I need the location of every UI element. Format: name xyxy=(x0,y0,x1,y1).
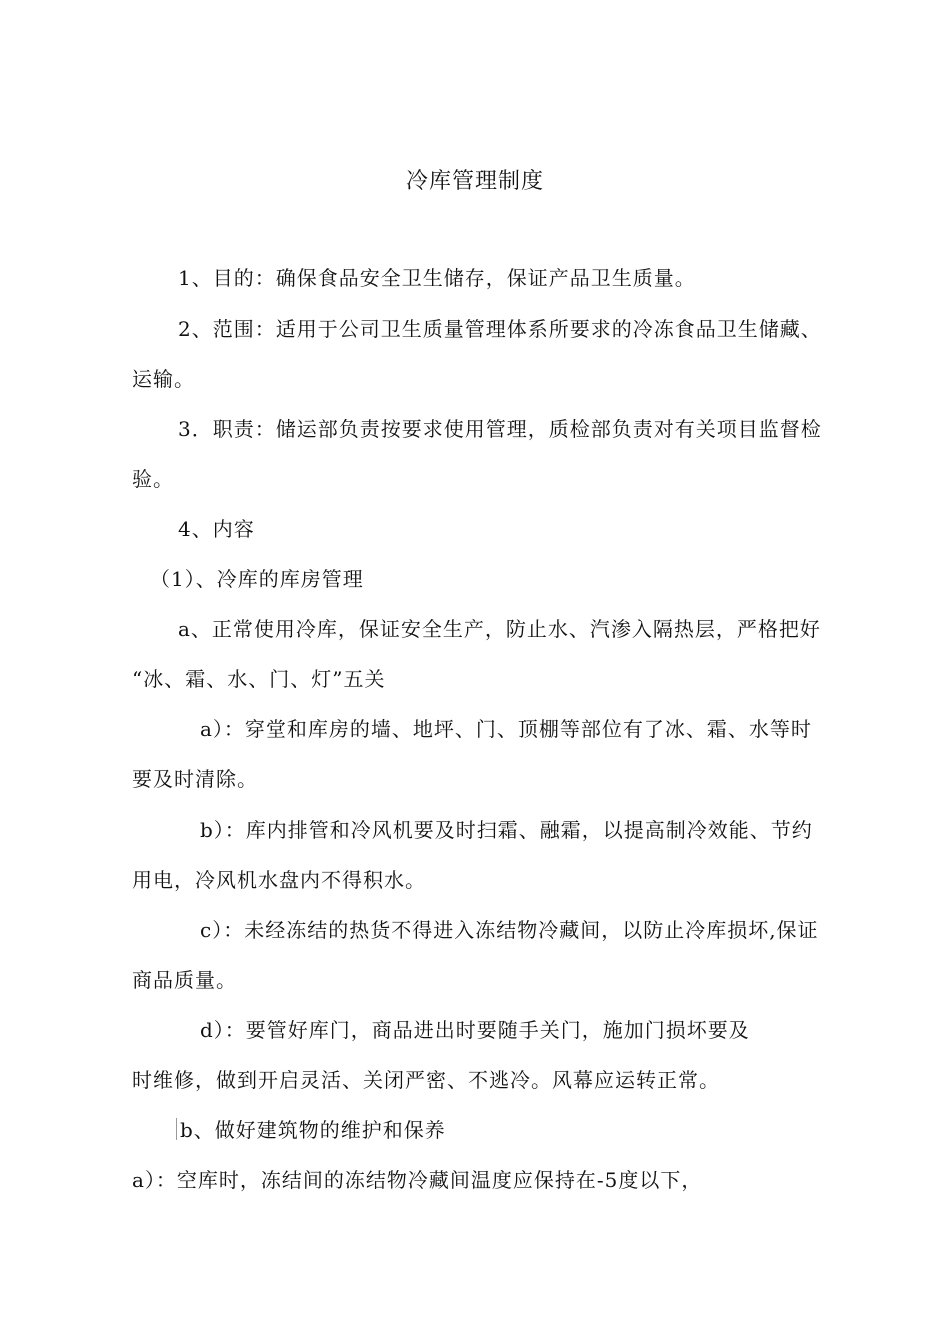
subitem-b-line-1: b）：库内排管和冷风机要及时扫霜、融霜，以提高制冷效能、节约 xyxy=(200,818,813,842)
subitem-d-line-1: d）：要管好库门，商品进出时要随手关门，施加门损坏要及 xyxy=(200,1018,750,1042)
paragraph-purpose: 1、目的：确保食品安全卫生储存，保证产品卫生质量。 xyxy=(178,266,696,290)
paragraph-duties-line-2: 验。 xyxy=(132,467,174,491)
subitem-a-line-1: a）：穿堂和库房的墙、地坪、门、顶棚等部位有了冰、霜、水等时 xyxy=(200,717,812,741)
subitem-b-line-2: 用电，冷风机水盘内不得积水。 xyxy=(132,868,426,892)
subitem-a-line-2: 要及时清除。 xyxy=(132,767,258,791)
paragraph-scope-line-1: 2、范围：适用于公司卫生质量管理体系所要求的冷冻食品卫生储藏、 xyxy=(178,317,822,341)
subitem-c-line-2: 商品质量。 xyxy=(132,968,237,992)
item-b-subitem-a: a）：空库时，冻结间的冻结物冷藏间温度应保持在-5度以下， xyxy=(132,1168,703,1192)
subitem-c-line-1: c）：未经冻结的热货不得进入冻结物冷藏间，以防止冷库损坏,保证 xyxy=(200,918,819,942)
document-title: 冷库管理制度 xyxy=(405,169,544,194)
text-cursor-mark xyxy=(176,1118,177,1140)
item-a-line-1: a、正常使用冷库，保证安全生产，防止水、汽渗入隔热层，严格把好 xyxy=(178,617,821,641)
subsection-heading-warehouse: （1）、冷库的库房管理 xyxy=(150,567,364,591)
paragraph-duties-line-1: 3．职责：储运部负责按要求使用管理，质检部负责对有关项目监督检 xyxy=(178,417,822,441)
paragraph-scope-line-2: 运输。 xyxy=(132,367,195,391)
subitem-d-line-2: 时维修，做到开启灵活、关闭严密、不逃冷。风幕应运转正常。 xyxy=(132,1068,720,1092)
item-a-line-2: “冰、霜、水、门、灯”五关 xyxy=(132,667,386,691)
item-b-heading-text: b、做好建筑物的维护和保养 xyxy=(180,1118,446,1142)
item-b-heading xyxy=(176,1115,446,1145)
section-heading-content: 4、内容 xyxy=(178,517,255,541)
